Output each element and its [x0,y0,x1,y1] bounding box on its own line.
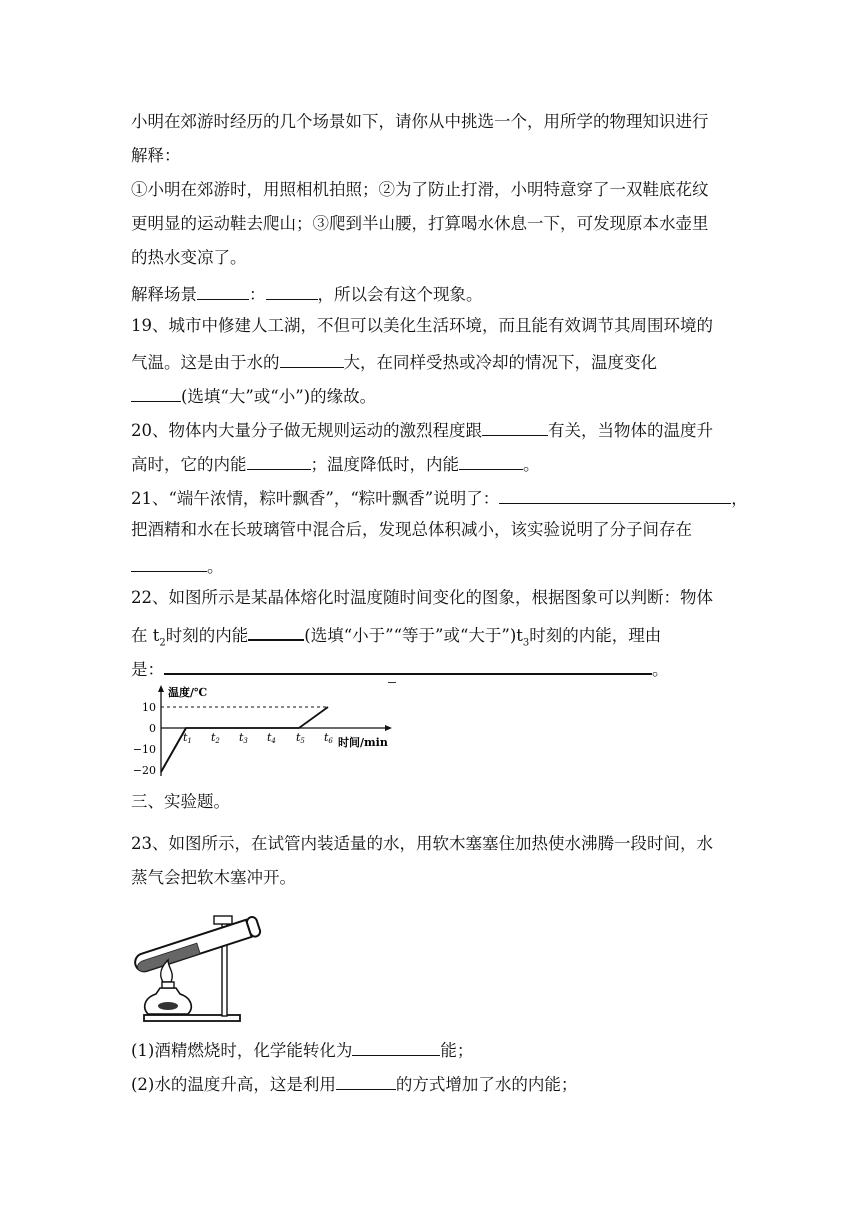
answer-blank[interactable] [197,282,249,300]
answer-blank[interactable] [459,452,523,470]
answer-blank[interactable] [131,384,181,402]
answer-blank[interactable] [248,622,304,641]
section-title: 三、实验题。 [131,792,230,811]
q22-line-1: 22、如图所示是某晶体熔化时温度随时间变化的图象，根据图象可以判断：物体 [131,588,713,607]
q20-line-1: 20、物体内大量分子做无规则运动的激烈程度跟 有关，当物体的温度升 [131,418,713,441]
answer-blank[interactable] [482,418,548,436]
x-tick-label: t2 [211,731,220,745]
answer-blank[interactable] [336,1072,396,1090]
lamp-wick-holder [162,982,174,988]
x-tick-label: t5 [296,731,305,745]
answer-blank[interactable] [131,554,207,572]
x-tick-label: t3 [239,731,248,745]
answer-blank[interactable] [280,350,344,368]
answer-blank[interactable] [266,282,318,300]
intro-line-3: ①小明在郊游时，用照相机拍照；②为了防止打滑，小明特意穿了一双鞋底花纹 [131,180,709,199]
y-tick-label: 10 [142,701,156,714]
alcohol-lamp [145,988,192,1014]
q23-part-1: (1)酒精燃烧时，化学能转化为 能； [131,1038,473,1061]
y-axis-label: 温度/℃ [168,686,208,699]
x-axis-label: 时间/min [338,736,388,749]
x-axis-arrow [385,725,392,731]
q21-line-2: 把酒精和水在长玻璃管中混合后，发现总体积减小，该实验说明了分子间存在 [131,520,692,539]
q21-line-3: 。 [131,554,224,577]
test-tube [133,916,262,975]
lamp-liquid [158,1002,178,1010]
intro-line-6: 解释场景 ： ，所以会有这个现象。 [131,282,483,305]
y-tick-label: −10 [132,743,156,756]
x-tick-label: t1 [183,731,192,745]
intro-line-1: 小明在郊游时经历的几个场景如下，请你从中挑选一个，用所学的物理知识进行 [131,112,709,131]
stray-mark [388,682,396,683]
curve-start-segment [161,728,186,772]
test-tube-apparatus [130,890,270,1026]
x-tick-label: t4 [267,731,276,745]
y-tick-label: 0 [149,722,156,735]
y-axis-arrow [158,685,164,692]
q22-line-3: 是： 。 [131,656,669,680]
q23-line-2: 蒸气会把软木塞冲开。 [131,868,296,887]
y-tick-label: −20 [132,764,156,777]
x-tick-label: t6 [324,731,333,745]
q19-line-2: 气温。这是由于水的 大，在同样受热或冷却的情况下，温度变化 [131,350,657,373]
q23-part-2: (2)水的温度升高，这是利用 的方式增加了水的内能； [131,1072,577,1095]
q19-line-1: 19、城市中修建人工湖，不但可以美化生活环境，而且能有效调节其周围环境的 [131,316,713,335]
answer-blank[interactable] [352,1038,440,1056]
q23-line-1: 23、如图所示，在试管内装适量的水，用软木塞塞住加热使水沸腾一段时间，水 [131,834,713,853]
answer-blank[interactable] [164,656,652,675]
intro-line-4: 更明显的运动鞋去爬山；③爬到半山腰，打算喝水休息一下，可发现原本水壶里 [131,214,709,233]
q21-line-1: 21、“端午浓情，粽叶飘香”，“粽叶飘香”说明了： ， [131,486,748,509]
q22-line-2: 在 $t_2$时刻的内能 (选填“小于”“等于”或“大于$”)t_3$时刻的内能，理由 [131,622,661,653]
temperature-time-chart [128,684,398,780]
intro-line-2: 解释： [131,146,181,165]
q19-line-3: (选填“大”或“小”)的缘故。 [131,384,376,407]
answer-blank[interactable] [499,486,731,504]
intro-line-5: 的热水变凉了。 [131,248,247,267]
answer-blank[interactable] [247,452,311,470]
q20-line-2: 高时，它的内能 ；温度降低时，内能 。 [131,452,540,475]
stand-clamp [214,916,232,924]
